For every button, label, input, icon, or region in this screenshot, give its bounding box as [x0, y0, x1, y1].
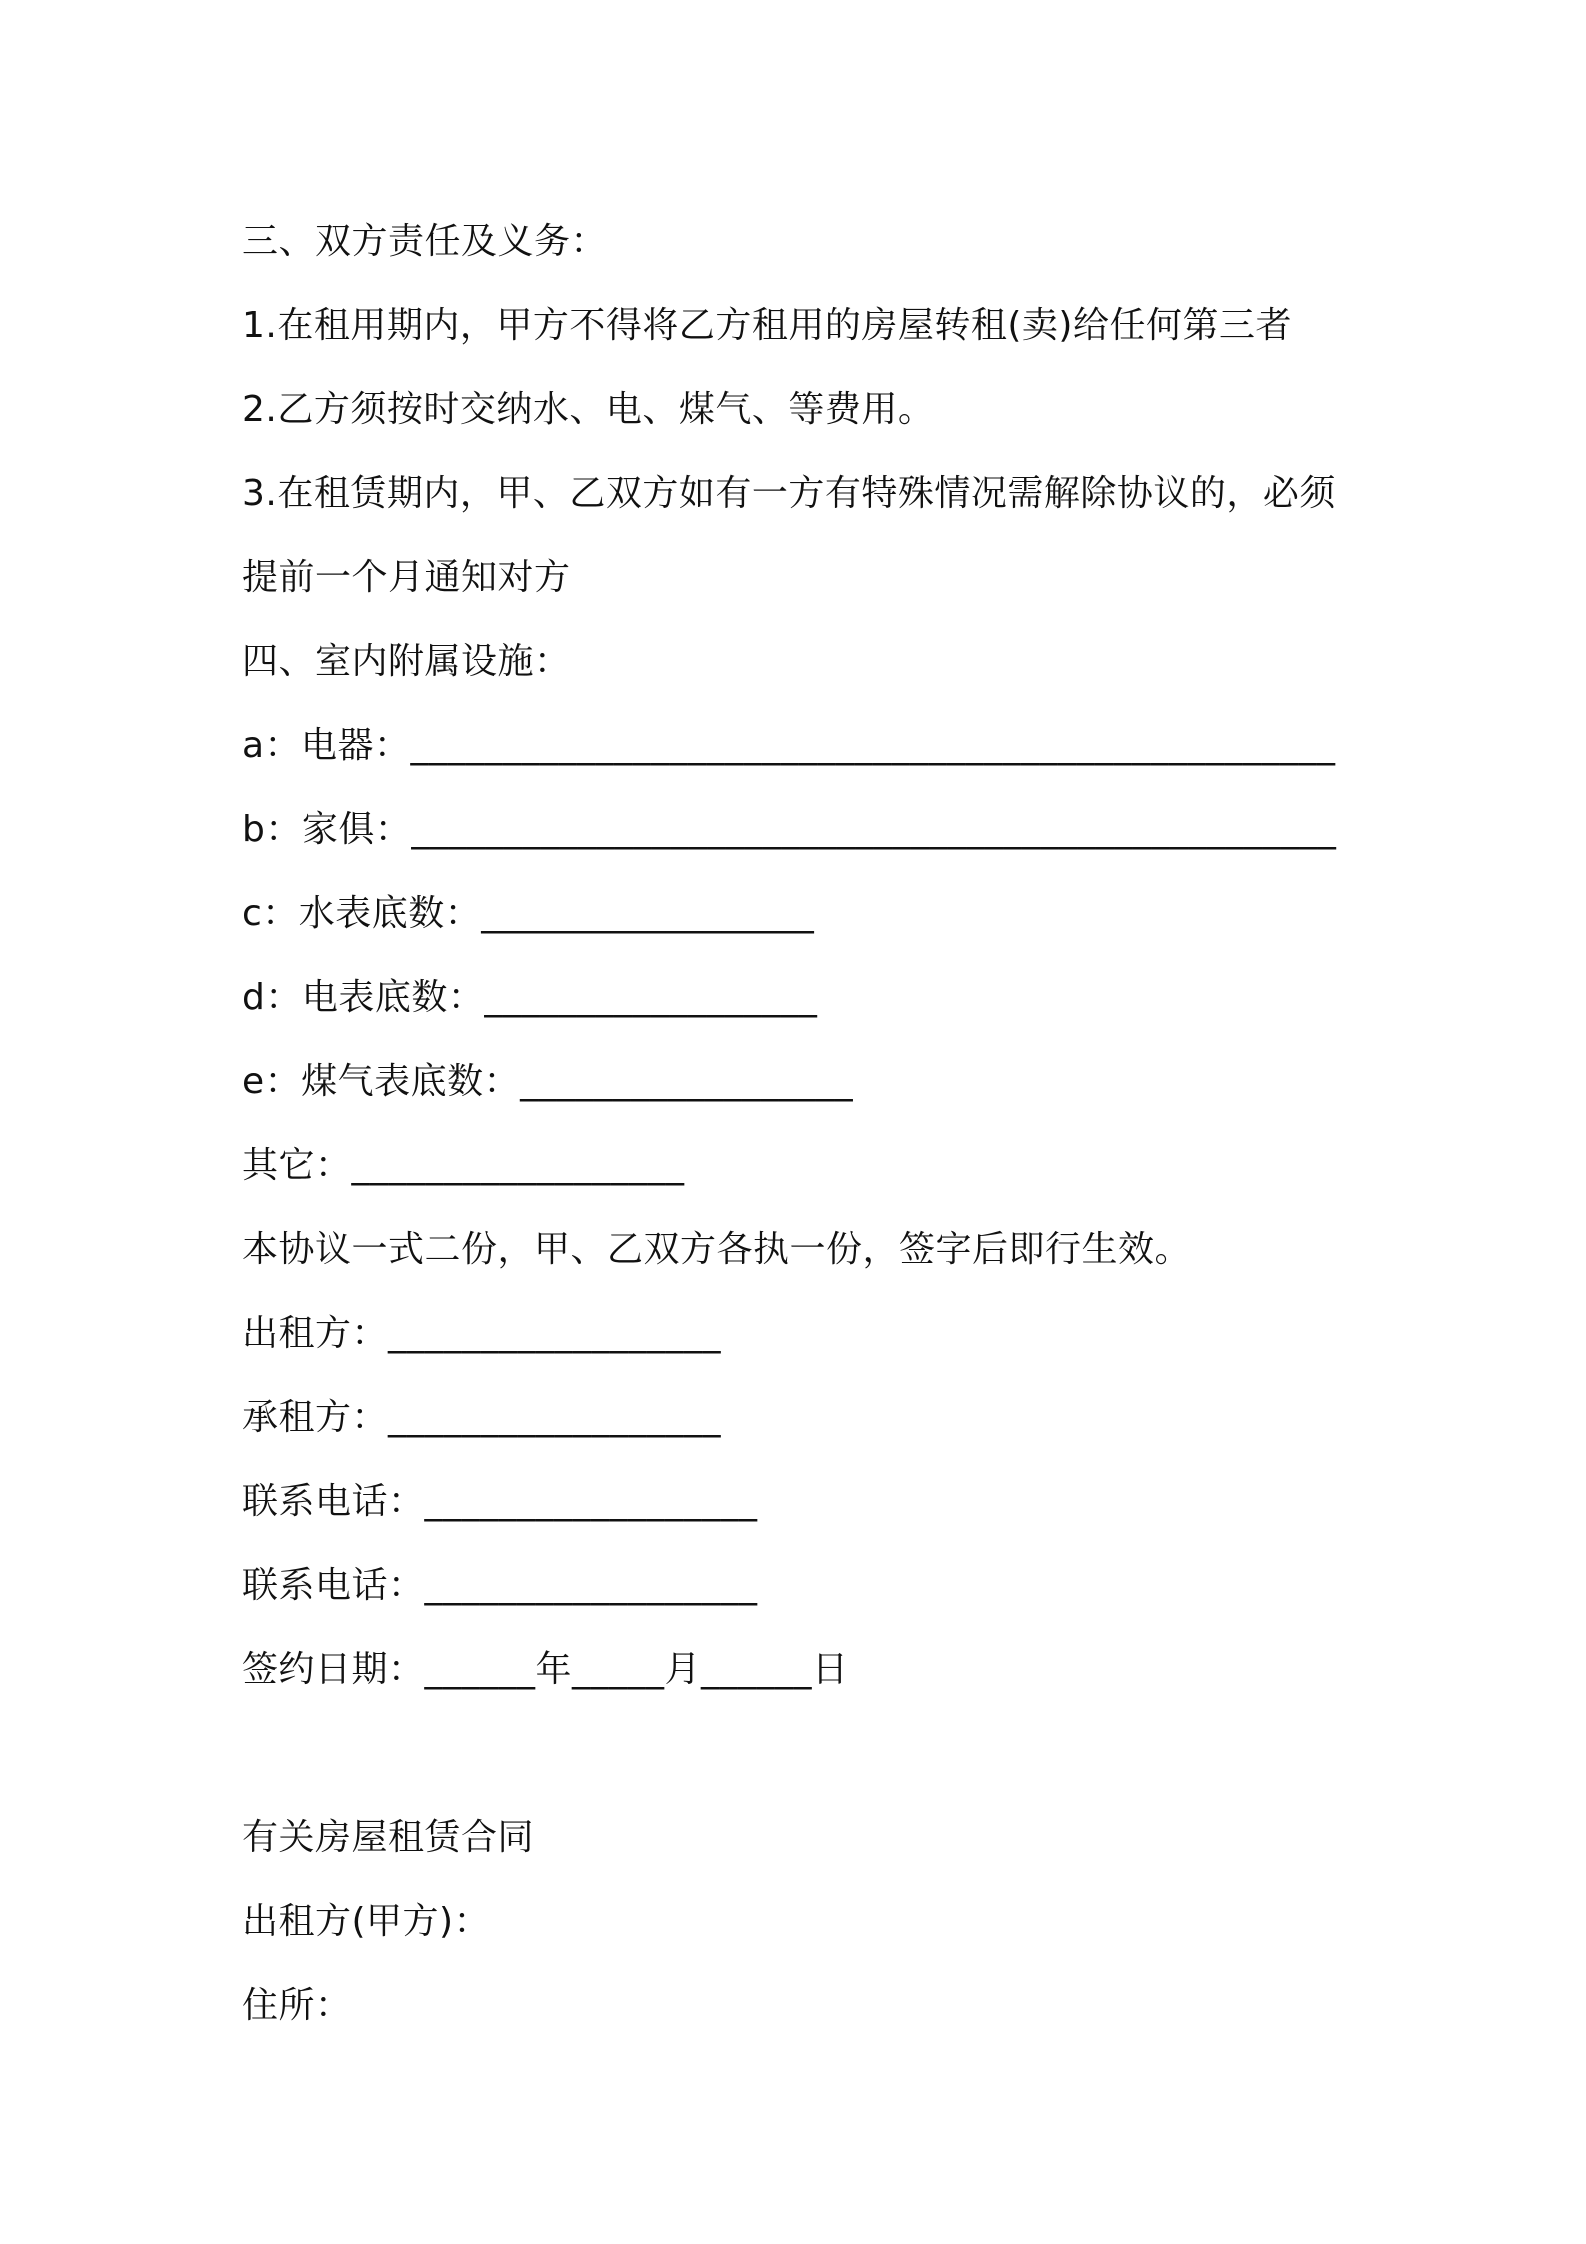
section-heading-facilities: 四、室内附属设施：	[242, 641, 571, 682]
lessor-signature-line: 出租方：__________________	[242, 1313, 722, 1354]
copies-clause: 本协议一式二份，甲、乙双方各执一份，签字后即行生效。	[242, 1229, 1192, 1270]
lessee-signature-line: 承租方：__________________	[242, 1397, 722, 1438]
facility-other: 其它：__________________	[242, 1145, 685, 1186]
contact-phone-line-1: 联系电话：__________________	[242, 1481, 758, 1522]
facility-electric-meter: d：电表底数：__________________	[242, 977, 818, 1018]
next-contract-title: 有关房屋租赁合同	[242, 1817, 535, 1858]
facility-furniture: b：家俱：__________________________________________________	[242, 809, 1337, 850]
document-page	[242, 200, 1362, 2048]
clause-1-no-sublet: 1.在租用期内，甲方不得将乙方租用的房屋转租(卖)给任何第三者	[242, 305, 1292, 346]
facility-appliances: a：电器：__________________________________________________	[242, 725, 1336, 766]
clause-3-termination-line2: 提前一个月通知对方	[242, 557, 571, 598]
facility-water-meter: c：水表底数：__________________	[242, 893, 815, 934]
signing-date-line: 签约日期：______年_____月______日	[242, 1649, 849, 1690]
contact-phone-line-2: 联系电话：__________________	[242, 1565, 758, 1606]
section-spacer	[242, 1712, 1362, 1796]
clause-3-termination-line1: 3.在租赁期内，甲、乙双方如有一方有特殊情况需解除协议的，必须	[242, 473, 1336, 514]
section-heading-responsibilities: 三、双方责任及义务：	[242, 221, 608, 262]
next-contract-lessor-party: 出租方(甲方)：	[242, 1901, 491, 1942]
facility-gas-meter: e：煤气表底数：__________________	[242, 1061, 854, 1102]
next-contract-address: 住所：	[242, 1985, 352, 2026]
clause-2-utilities: 2.乙方须按时交纳水、电、煤气、等费用。	[242, 389, 935, 430]
